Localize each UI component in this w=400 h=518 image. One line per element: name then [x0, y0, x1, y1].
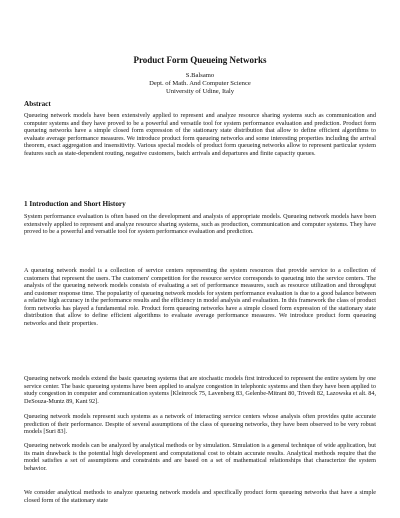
abstract-heading: Abstract — [24, 100, 51, 108]
body-paragraph: System performance evaluation is often based on the development and analysis of appropriate models. Queueing network models have been extensively applied to represent and analyze resource sharing systems, such as production, communication and computer systems. They have proved to be a powerful and versatile tool for system performance evaluation and prediction. — [24, 213, 376, 236]
author-name: S.Balsamo — [185, 72, 215, 79]
body-paragraph: We consider analytical methods to analyze queueing network models and specifically product form queueing networks that have a simple closed form of the stationary state — [24, 489, 376, 504]
author-department: Dept. of Math. And Computer Science — [149, 80, 251, 87]
author-affiliation: University of Udine, Italy — [165, 88, 235, 95]
abstract-text: Queueing network models have been extensively applied to represent and analyze resource sharing systems such as communication and computer systems and they have proved to be a powerful and versatile tool for system performance evaluation and prediction. Product form queueing networks have a simple closed form expression of the stationary state distribution that allow to define efficient algorithms to evaluate average performance measures. We introduce product form queueing networks and some interesting properties including the arrival theorem, exact aggregation and insensitivity. Various special models of product form queueing networks allow to represent particular system features such as state-dependent routing, negative customers, batch arrivals and departures and finite capacity queues. — [24, 112, 376, 157]
body-paragraph: Queueing network models extend the basic queueing systems that are stochastic models first introduced to represent the entire system by one service center. The basic queueing systems have been applied to analyze congestion in telephonic systems and then they have been applied to study congestion in computer and communication systems [Kleinrock 75, Lavenberg 83, Gelenbe-Mitrani 80, Trivedi 82, Lazowska et alt. 84, DeSouza-Muntz 89, Kant 92]. — [24, 375, 376, 405]
author-block — [0, 72, 400, 96]
body-paragraph: Queueing network models represent such systems as a network of interacting service centers whose analysis often provides quite accurate prediction of their performance. Despite of several assumptions of the class of queueing networks, they have been observed to be very robust models [Suri 83]. — [24, 413, 376, 436]
body-paragraph: Queueing network models can be analyzed by analytical methods or by simulation. Simulation is a general technique of wide application, but its main drawback is the potential high development and computational cost to obtain accurate results. Analytical methods require that the model satisfies a set of assumptions and constraints and are based on a set of mathematical relationships that characterize the system behavior. — [24, 442, 376, 472]
body-paragraph: A queueing network model is a collection of service centers representing the system resources that provide service to a collection of customers that represent the users. The customers' competition for the resource service corresponds to queueing into the service centers. The analysis of the queueing network models consists of evaluating a set of performance measures, such as resource utilization and throughput and customer response time. The popularity of queueing network models for system performance evaluation is due to a good balance between a relative high accuracy in the performance results and the efficiency in model analysis and evaluation. In this framework the class of product form networks has played a fundamental role. Product form queueing networks have a simple closed form expression of the stationary state distribution that allow to define efficient algorithms to evaluate average performance measures. We introduce product form queueing networks and their properties. — [24, 267, 376, 327]
section-heading: 1 Introduction and Short History — [24, 200, 126, 208]
paper-title: Product Form Queueing Networks — [133, 55, 267, 65]
